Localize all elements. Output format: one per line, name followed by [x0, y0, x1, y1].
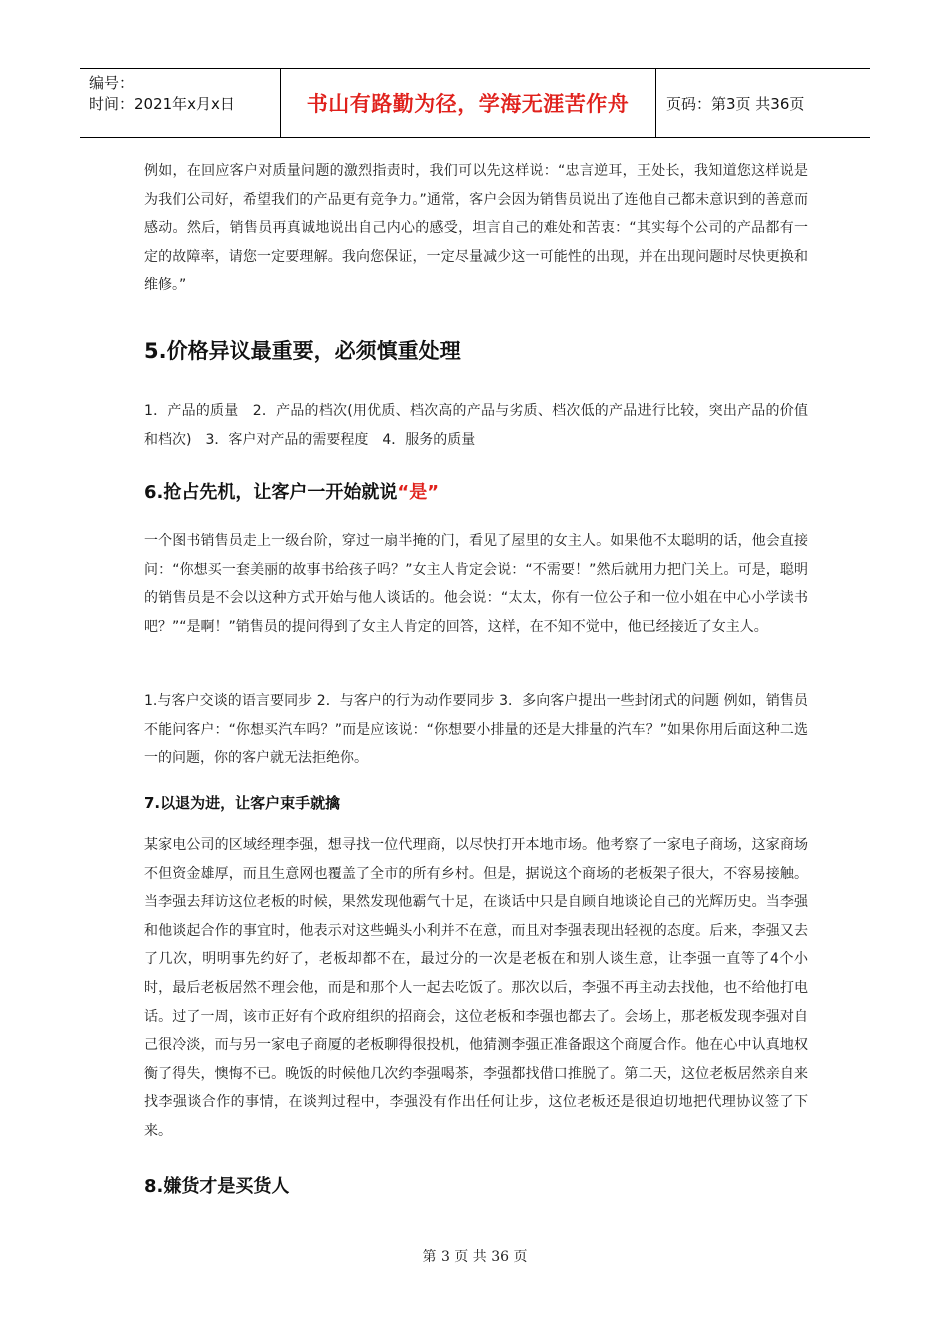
paragraph: 某家电公司的区域经理李强，想寻找一位代理商，以尽快打开本地市场。他考察了一家电子商场，这家商场不但资金雄厚，而且生意网也覆盖了全市的所有乡村。但是，据说这个商场的老板架子很大，不容易接触。当李强去拜访这位老板的时候，果然发现他霸气十足，在谈话中只是自顾自地谈论自己的光辉历史。当李强和他谈起合作的事宜时，他表示对这些蝇头小利并不在意，而且对李强表现出轻视的态度。后来，李强又去了几次，明明事先约好了，老板却都不在，最过分的一次是老板在和别人谈生意，让李强一直等了4个小时，最后老板居然不理会他，而是和那个人一起去吃饭了。那次以后，李强不再主动去找他，也不给他打电话。过了一周，该市正好有个政府组织的招商会，这位老板和李强也都去了。会场上，那老板发现李强对自己很冷淡，而与另一家电子商厦的老板聊得很投机，他猜测李强正准备跟这个商厦合作。他在心中认真地权衡了得失，懊悔不已。晚饭的时候他几次约李强喝茶，李强都找借口推脱了。第二天，这位老板居然亲自来找李强谈合作的事情，在谈判过程中，李强没有作出任何让步，这位老板还是很迫切地把代理协议签了下来。 — [144, 837, 808, 1139]
time-label: 时间：2021年x月x日 — [89, 95, 235, 113]
paragraph: 1．产品的质量 2．产品的档次(用优质、档次高的产品与劣质、档次低的产品进行比较，突出产品的价值和档次) 3．客户对产品的需要程度 4．服务的质量 — [144, 403, 808, 448]
paragraph-sync-tips — [144, 687, 808, 773]
section-heading — [144, 478, 808, 504]
paragraph-book-seller — [144, 527, 808, 641]
page-footer: 第 3 页 共 36 页 — [422, 1249, 528, 1265]
heading-section-6 — [144, 478, 808, 504]
section-heading: 7.以退为进，让客户束手就擒 — [144, 794, 341, 812]
number-label: 编号： — [89, 74, 135, 92]
paragraph-price-factors — [144, 397, 808, 454]
heading-section-8 — [144, 1172, 808, 1198]
heading-text: 6.抢占先机，让客户一开始就说 — [144, 482, 398, 503]
paragraph-quality-response — [144, 157, 808, 300]
paragraph: 一个图书销售员走上一级台阶，穿过一扇半掩的门，看见了屋里的女主人。如果他不太聪明的话，他会直接问：“你想买一套美丽的故事书给孩子吗？”女主人肯定会说：“不需要！”然后就用力把门关上。可是，聪明的销售员是不会以这种方式开始与他人谈话的。他会说：“太太，你有一位公子和一位小姐在中心小学读书吧？”“是啊！”销售员的提问得到了女主人肯定的回答，这样，在不知不觉中，他已经接近了女主人。 — [144, 533, 808, 635]
page-header — [80, 68, 870, 138]
section-heading: 8.嫌货才是买货人 — [144, 1176, 290, 1197]
paragraph: 1.与客户交谈的语言要同步 2．与客户的行为动作要同步 3．多向客户提出一些封闭式的问题 例如，销售员不能问客户：“你想买汽车吗？”而是应该说：“你想要小排量的还是大排量的汽车？”如果你用后面这种二选一的问题，你的客户就无法拒绝你。 — [144, 693, 808, 767]
heading-section-5 — [144, 335, 808, 365]
paragraph: 例如，在回应客户对质量问题的激烈指责时，我们可以先这样说：“忠言逆耳，王处长，我知道您这样说是为我们公司好，希望我们的产品更有竞争力。”通常，客户会因为销售员说出了连他自己都未意识到的善意而感动。然后，销售员再真诚地说出自己内心的感受，坦言自己的难处和苦衷：“其实每个公司的产品都有一定的故障率，请您一定要理解。我向您保证，一定尽量减少这一可能性的出现，并在出现问题时尽快更换和维修。” — [144, 163, 808, 294]
header-page-info: 页码：第3页 共36页 — [666, 94, 805, 113]
header-motto: 书山有路勤为径，学海无涯苦作舟 — [281, 69, 656, 137]
heading-highlight: “是” — [397, 482, 440, 503]
paragraph-li-qiang-story — [144, 831, 808, 1146]
header-meta — [80, 69, 281, 137]
section-heading: 5.价格异议最重要，必须慎重处理 — [144, 339, 461, 363]
heading-section-7 — [144, 792, 808, 813]
